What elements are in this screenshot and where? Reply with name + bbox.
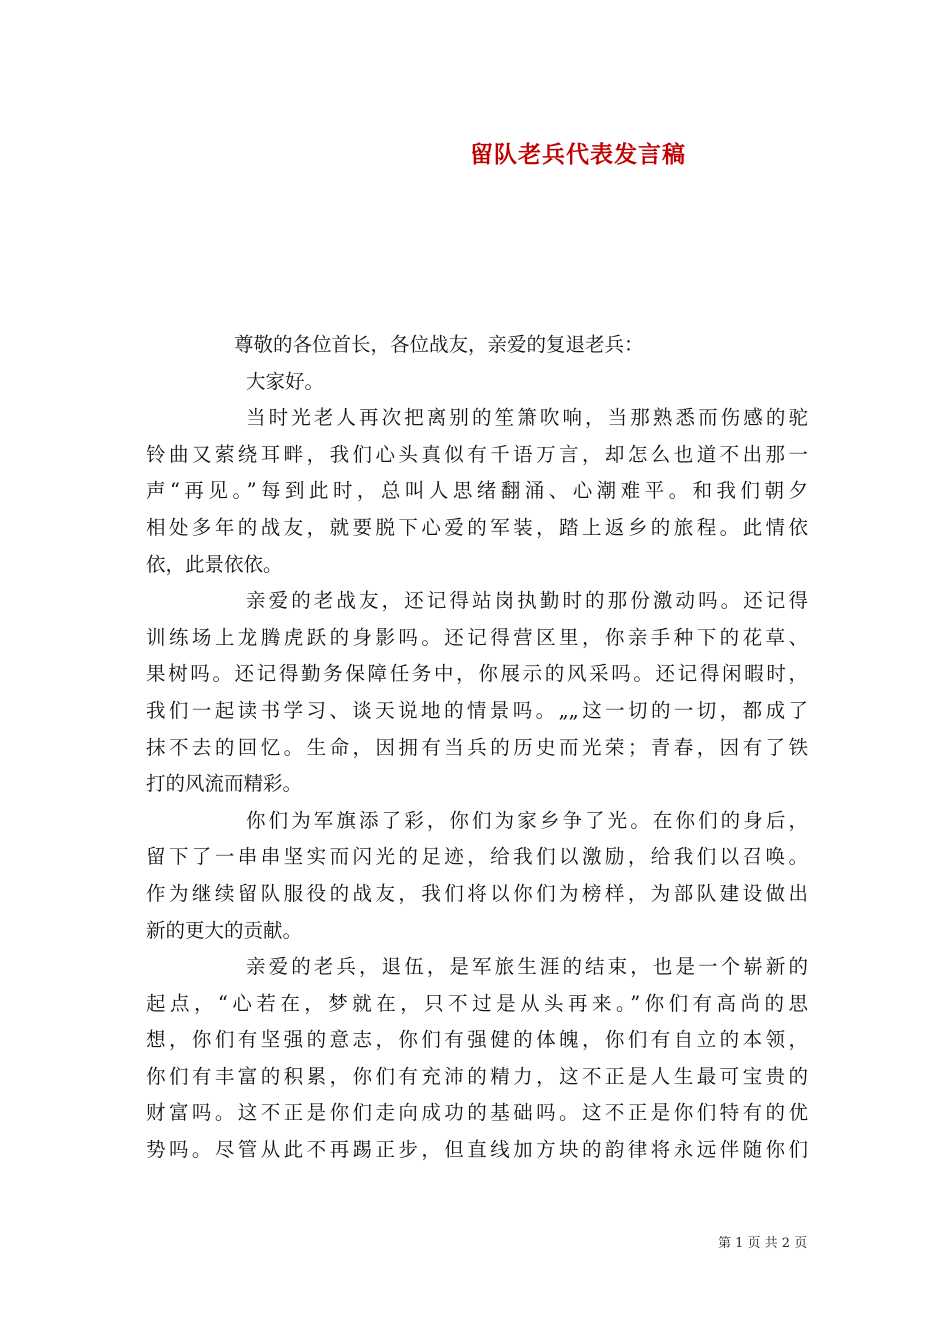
text-line: 你们有丰富的积累，你们有充沛的精力，这不正是人生最可宝贵的 [146, 1064, 808, 1088]
text-line: 抹不去的回忆。生命，因拥有当兵的历史而光荣；青春，因有了铁 [146, 735, 808, 759]
text-line: 作为继续留队服役的战友，我们将以你们为榜样，为部队建设做出 [146, 881, 808, 905]
text-line: 起点，“心若在，梦就在，只不过是从头再来。”你们有高尚的思 [146, 991, 808, 1015]
text-line: 势吗。尽管从此不再踢正步，但直线加方块的韵律将永远伴随你们 [146, 1138, 808, 1162]
text-line: 亲爱的老兵，退伍，是军旅生涯的结束，也是一个崭新的 [246, 955, 808, 979]
text-line: 亲爱的老战友，还记得站岗执勤时的那份激动吗。还记得 [246, 589, 808, 613]
text-line: 财富吗。这不正是你们走向成功的基础吗。这不正是你们特有的优 [146, 1101, 808, 1125]
text-line: 新的更大的贡献。 [146, 918, 303, 942]
text-line: 打的风流而精彩。 [146, 772, 303, 796]
text-line: 留下了一串串坚实而闪光的足迹，给我们以激励，给我们以召唤。 [146, 845, 808, 869]
document-title: 留队老兵代表发言稿 [470, 141, 686, 168]
greeting-line: 大家好。 [246, 369, 325, 393]
text-line: 当时光老人再次把离别的笙箫吹响，当那熟悉而伤感的驼 [246, 406, 808, 430]
page-number-footer: 第 1 页 共 2 页 [718, 1236, 808, 1251]
text-line: 依，此景依依。 [146, 552, 283, 576]
text-line: 相处多年的战友，就要脱下心爱的军装，踏上返乡的旅程。此情依 [146, 515, 808, 539]
text-line: 铃曲又萦绕耳畔，我们心头真似有千语万言，却怎么也道不出那一 [146, 442, 808, 466]
text-line: 声“再见。”每到此时，总叫人思绪翻涌、心潮难平。和我们朝夕 [146, 479, 808, 503]
text-line: 你们为军旗添了彩，你们为家乡争了光。在你们的身后， [246, 808, 808, 832]
text-line: 果树吗。还记得勤务保障任务中，你展示的风采吗。还记得闲暇时， [146, 662, 808, 686]
salutation-line: 尊敬的各位首长，各位战友，亲爱的复退老兵： [234, 333, 644, 356]
speech-body [146, 327, 808, 1169]
text-line: 想，你们有坚强的意志，你们有强健的体魄，你们有自立的本领， [146, 1028, 808, 1052]
text-line: 训练场上龙腾虎跃的身影吗。还记得营区里，你亲手种下的花草、 [146, 625, 808, 649]
text-line: 我们一起读书学习、谈天说地的情景吗。„„这一切的一切，都成了 [146, 698, 808, 722]
